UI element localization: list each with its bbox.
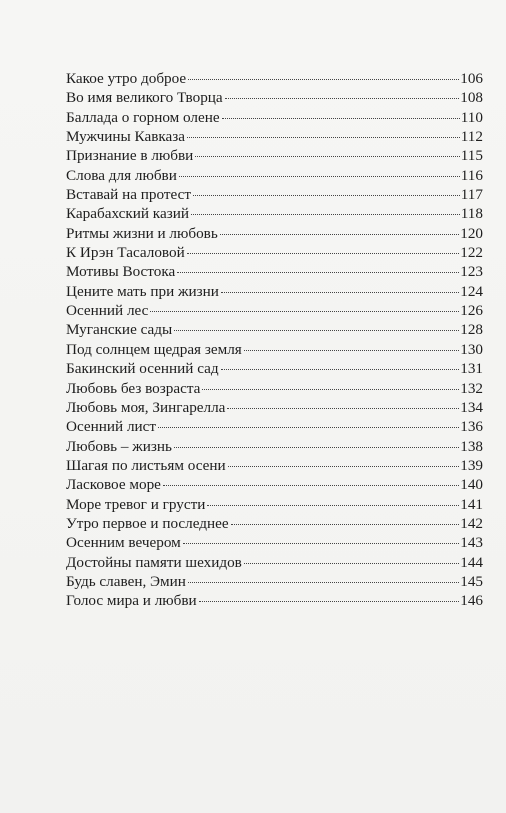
- toc-entry-page: 138: [460, 437, 483, 455]
- toc-entry-page: 110: [460, 108, 483, 126]
- dot-leader: [179, 175, 460, 177]
- toc-entry-page: 132: [460, 379, 483, 397]
- toc-entry-page: 120: [460, 224, 483, 242]
- toc-entry: [66, 262, 483, 281]
- toc-entry: [66, 320, 483, 339]
- dot-leader: [227, 407, 459, 409]
- dot-leader: [220, 233, 459, 235]
- toc-entry: [66, 108, 483, 127]
- toc-entry: [66, 533, 483, 552]
- toc-entry: [66, 495, 483, 514]
- dot-leader: [174, 329, 459, 331]
- toc-entry-title: Утро первое и последнее: [66, 514, 229, 532]
- toc-entry-page: 144: [460, 553, 483, 571]
- toc-entry: [66, 282, 483, 301]
- toc-entry: [66, 553, 483, 572]
- toc-entry-title: Ритмы жизни и любовь: [66, 224, 218, 242]
- toc-entry-title: Ласковое море: [66, 476, 161, 494]
- table-of-contents: [66, 69, 483, 611]
- toc-entry-title: Достойны памяти шехидов: [66, 553, 242, 571]
- toc-entry-title: Бакинский осенний сад: [66, 360, 219, 378]
- toc-entry-title: Любовь – жизнь: [66, 437, 172, 455]
- toc-entry-title: Мотивы Востока: [66, 263, 176, 281]
- dot-leader: [202, 388, 459, 390]
- toc-entry-page: 146: [460, 592, 483, 610]
- toc-entry-title: К Ирэн Тасаловой: [66, 244, 185, 262]
- toc-entry: [66, 224, 483, 243]
- dot-leader: [163, 484, 459, 486]
- dot-leader: [244, 562, 459, 564]
- dot-leader: [183, 542, 459, 544]
- toc-entry-page: 106: [460, 70, 483, 87]
- toc-entry: [66, 146, 483, 165]
- toc-entry: [66, 572, 483, 591]
- toc-entry-title: Под солнцем щедрая земля: [66, 340, 242, 358]
- toc-entry: [66, 475, 483, 494]
- dot-leader: [222, 117, 460, 119]
- toc-entry: [66, 243, 483, 262]
- toc-entry-page: 142: [460, 514, 483, 532]
- dot-leader: [193, 194, 460, 196]
- dot-leader: [225, 97, 460, 99]
- dot-leader: [188, 581, 459, 583]
- toc-entry-title: Вставай на протест: [66, 186, 191, 204]
- toc-entry-page: 141: [460, 495, 483, 513]
- toc-entry: [66, 127, 483, 146]
- toc-entry-page: 143: [460, 534, 483, 552]
- toc-entry: [66, 185, 483, 204]
- toc-entry: [66, 417, 483, 436]
- toc-entry-page: 145: [460, 572, 483, 590]
- toc-entry: [66, 514, 483, 533]
- toc-entry-page: 112: [460, 128, 483, 146]
- toc-entry-title: Муганские сады: [66, 321, 173, 339]
- dot-leader: [150, 310, 459, 312]
- dot-leader: [207, 504, 459, 506]
- toc-entry-page: 117: [460, 186, 483, 204]
- toc-entry-page: 123: [460, 263, 483, 281]
- toc-entry-page: 130: [460, 340, 483, 358]
- toc-entry-title: Осенним вечером: [66, 534, 181, 552]
- toc-entry: [66, 301, 483, 320]
- toc-entry-page: 128: [460, 321, 483, 339]
- toc-entry-title: Любовь моя, Зингарелла: [66, 398, 226, 416]
- dot-leader: [221, 368, 460, 370]
- toc-entry-title: Море тревог и грусти: [66, 495, 206, 513]
- dot-leader: [221, 291, 459, 293]
- toc-entry: [66, 437, 483, 456]
- toc-entry-page: 134: [460, 398, 483, 416]
- toc-entry-title: Слова для любви: [66, 166, 177, 184]
- toc-entry: [66, 359, 483, 378]
- dot-leader: [177, 271, 459, 273]
- toc-entry: [66, 204, 483, 223]
- toc-entry-page: 139: [460, 456, 483, 474]
- dot-leader: [188, 78, 459, 80]
- toc-entry-page: 122: [460, 244, 483, 262]
- toc-entry-title: Будь славен, Эмин: [66, 572, 186, 590]
- dot-leader: [174, 446, 459, 448]
- toc-entry: [66, 456, 483, 475]
- toc-entry-title: Осенний лист: [66, 418, 157, 436]
- toc-entry-title: Шагая по листьям осени: [66, 456, 226, 474]
- toc-entry-page: 108: [460, 89, 483, 107]
- toc-entry: [66, 340, 483, 359]
- toc-entry-title: Карабахский казий: [66, 205, 189, 223]
- dot-leader: [158, 426, 459, 428]
- dot-leader: [231, 523, 460, 525]
- toc-entry: [66, 379, 483, 398]
- toc-entry-title: Какое утро доброе: [66, 70, 187, 87]
- toc-entry-page: 124: [460, 282, 483, 300]
- dot-leader: [199, 600, 460, 602]
- dot-leader: [187, 252, 460, 254]
- toc-entry-title: Голос мира и любви: [66, 592, 197, 610]
- toc-entry-title: Осенний лес: [66, 302, 149, 320]
- dot-leader: [187, 136, 460, 138]
- toc-entry-title: Во имя великого Творца: [66, 89, 223, 107]
- toc-entry-page: 118: [460, 205, 483, 223]
- toc-entry: [66, 591, 483, 610]
- show-through-page-number: [236, 742, 242, 768]
- toc-entry-page: 126: [460, 302, 483, 320]
- toc-entry: [66, 398, 483, 417]
- toc-entry-page: 115: [460, 147, 483, 165]
- toc-entry: [66, 88, 483, 107]
- toc-entry-title: Признание в любви: [66, 147, 194, 165]
- dot-leader: [191, 213, 460, 215]
- toc-entry-title: Цените мать при жизни: [66, 282, 219, 300]
- dot-leader: [244, 349, 459, 351]
- toc-entry-page: 136: [460, 418, 483, 436]
- toc-entry: [66, 69, 483, 88]
- dot-leader: [228, 465, 460, 467]
- toc-entry: [66, 166, 483, 185]
- toc-entry-page: 140: [460, 476, 483, 494]
- dot-leader: [195, 155, 460, 157]
- toc-entry-page: 116: [460, 166, 483, 184]
- toc-entry-page: 131: [460, 360, 483, 378]
- toc-entry-title: Баллада о горном олене: [66, 108, 220, 126]
- toc-entry-title: Мужчины Кавказа: [66, 128, 185, 146]
- toc-entry-title: Любовь без возраста: [66, 379, 201, 397]
